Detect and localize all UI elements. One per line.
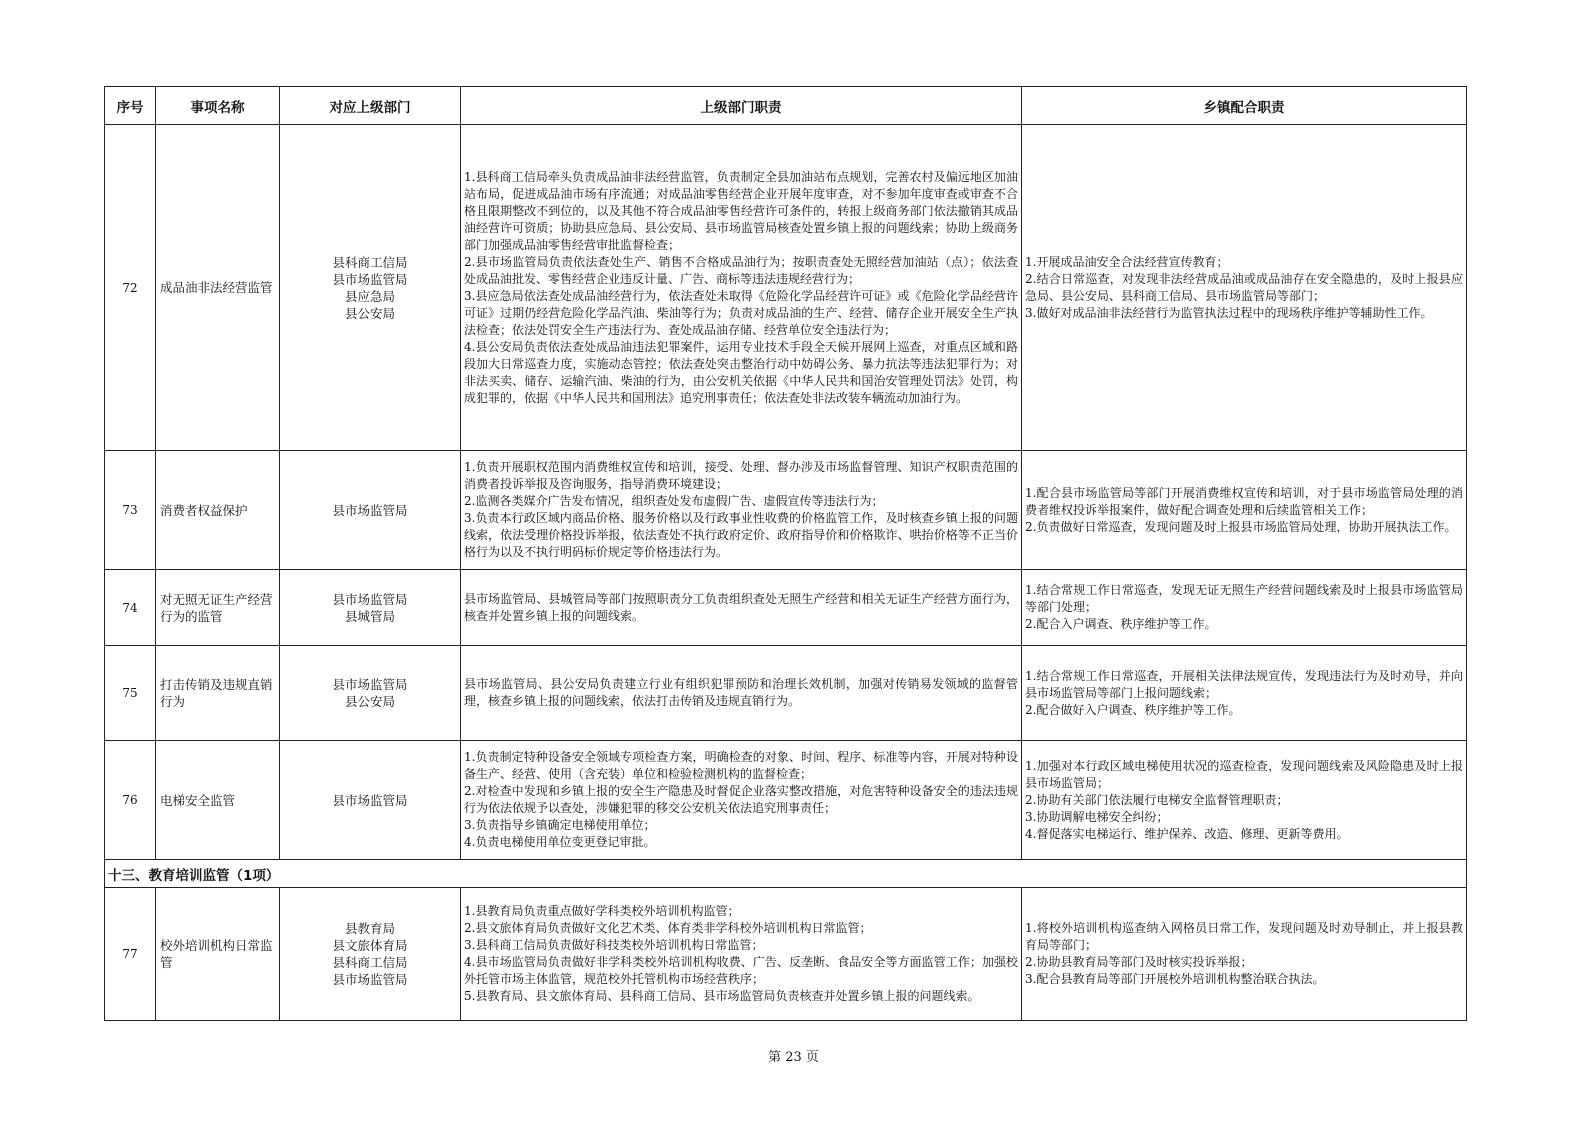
upper-duty-line: 3.负责本行政区域内商品价格、服务价格以及行政事业性收费的价格监管工作，及时核查乡镇上报的问题线索，依法受理价格投诉举报，依法查处不执行政府定价、政府指导价和价格欺诈、哄抬价格等不正当价格行为以及不执行明码标价规定等价格违法行为。 (464, 511, 1018, 559)
upper-duty-line: 5.县教育局、县文旅体育局、县科商工信局、县市场监管局负责核查并处置乡镇上报的问题线索。 (464, 989, 980, 1003)
upper-duty-line: 2.县市场监管局负责依法查处生产、销售不合格成品油行为；按职责查处无照经营加油站（点）；依法查处成品油批发、零售经营企业违反计量、广告、商标等违法违规经营行为； (464, 254, 1018, 286)
town-duty-line: 1.配合县市场监管局等部门开展消费维权宣传和培训，对于县市场监管局处理的消费者维权投诉举报案件，做好配合调查处理和后续监管相关工作； (1025, 485, 1463, 517)
upper-duty-line: 2.监测各类媒介广告发布情况，组织查处发布虚假广告、虚假宣传等违法行为； (464, 494, 884, 508)
upper-duty-line: 县市场监管局、县公安局负责建立行业有组织犯罪预防和治理长效机制，加强对传销易发领域的监督管理，核查乡镇上报的问题线索，依法打击传销及违规直销行为。 (464, 677, 1018, 708)
item-name: 成品油非法经营监管 (156, 125, 280, 451)
town-duty-line: 2.负责做好日常巡查，发现问题及时上报县市场监管局处理，协助开展执法工作。 (1025, 519, 1457, 534)
upper-dept (280, 125, 461, 451)
upper-duty-line: 2.县文旅体育局负责做好文化艺术类、体育类非学科校外培训机构日常监管； (464, 921, 872, 935)
upper-dept-line: 县文旅体育局 (332, 938, 408, 953)
upper-dept (280, 570, 461, 646)
upper-duty-line: 3.负责指导乡镇确定电梯使用单位； (464, 818, 656, 832)
table-row (105, 741, 1467, 860)
table-row (105, 451, 1467, 570)
upper-dept-line: 县市场监管局 (332, 972, 408, 987)
upper-dept-line: 县公安局 (344, 305, 395, 321)
upper-duty-line: 县市场监管局、县城管局等部门按照职责分工负责组织查处无照生产经营和相关无证生产经营方面行为，核查并处置乡镇上报的问题线索。 (464, 591, 1018, 623)
upper-dept (280, 646, 461, 741)
town-duty-line: 4.督促落实电梯运行、维护保养、改造、修理、更新等费用。 (1025, 826, 1349, 841)
upper-dept (280, 451, 461, 570)
header-town-duty: 乡镇配合职责 (1022, 87, 1467, 125)
table-header-row (105, 87, 1467, 125)
upper-duty-line: 4.负责电梯使用单位变更登记审批。 (464, 835, 656, 849)
upper-duty-line: 3.县应急局依法查处成品油经营行为，依法查处未取得《危险化学品经营许可证》或《危险化学品经营许可证》过期仍经营危险化学品汽油、柴油等行为；负责对成品油的生产、经营、储存企业开展安全生产执法检查；依法处罚安全生产违法行为、查处成品油存储、经营单位安全违法行为； (464, 288, 1018, 337)
upper-dept-line: 县教育局 (344, 921, 395, 936)
upper-duty (461, 451, 1022, 570)
town-duty (1022, 451, 1467, 570)
upper-duty-line: 1.县科商工信局牵头负责成品油非法经营监管，负责制定全县加油站布点规划，完善农村及偏远地区加油站布局，促进成品油市场有序流通；对成品油零售经营企业开展年度审查，对不参加年度审查或审查不合格且限期整改不到位的，以及其他不符合成品油零售经营许可条件的，转报上级商务部门依法撤销其成品油经营许可资质；协助县应急局、县公安局、县市场监管局核查处置乡镇上报的问题线索；协助上级商务部门加强成品油零售经营审批监督检查； (464, 169, 1018, 252)
upper-duty-line: 1.负责制定特种设备安全领域专项检查方案，明确检查的对象、时间、程序、标准等内容，开展对特种设备生产、经营、使用（含充装）单位和检验检测机构的监督检查； (464, 750, 1018, 781)
section-title: 十三、教育培训监管（1项） (105, 860, 1467, 888)
upper-dept (280, 888, 461, 1021)
upper-duty (461, 125, 1022, 451)
town-duty (1022, 125, 1467, 451)
upper-dept-line: 县市场监管局 (332, 502, 408, 518)
upper-dept-line: 县市场监管局 (332, 792, 408, 808)
row-number: 77 (105, 888, 156, 1021)
item-name: 对无照无证生产经营行为的监管 (156, 570, 280, 646)
row-number: 74 (105, 570, 156, 646)
item-name: 消费者权益保护 (156, 451, 280, 570)
table-row (105, 888, 1467, 1021)
row-number: 73 (105, 451, 156, 570)
row-number: 75 (105, 646, 156, 741)
upper-duty-line: 1.负责开展职权范围内消费维权宣传和培训，接受、处理、督办涉及市场监督管理、知识产权职责范围的消费者投诉举报及咨询服务，指导消费环境建设； (464, 460, 1018, 491)
town-duty-line: 2.结合日常巡查，对发现非法经营成品油或成品油存在安全隐患的，及时上报县应急局、县公安局、县科商工信局、县市场监管局等部门； (1025, 271, 1463, 303)
upper-dept-line: 县城管局 (344, 608, 395, 624)
header-no: 序号 (105, 87, 156, 125)
row-number: 72 (105, 125, 156, 451)
town-duty-line: 2.配合做好入户调查、秩序维护等工作。 (1025, 702, 1241, 717)
town-duty-line: 3.协助调解电梯安全纠纷； (1025, 809, 1169, 824)
town-duty-line: 2.协助县教育局等部门及时核实投诉举报； (1025, 955, 1253, 969)
town-duty (1022, 646, 1467, 741)
section-row (105, 860, 1467, 888)
table-body (105, 125, 1467, 1021)
responsibility-table (104, 86, 1467, 1021)
header-upper-duty: 上级部门职责 (461, 87, 1022, 125)
town-duty (1022, 888, 1467, 1021)
upper-duty (461, 741, 1022, 860)
table-row (105, 125, 1467, 451)
upper-dept-line: 县市场监管局 (332, 591, 408, 607)
town-duty-line: 1.结合常规工作日常巡查，发现无证无照生产经营问题线索及时上报县市场监管局等部门处理； (1025, 583, 1463, 614)
upper-dept (280, 741, 461, 860)
header-upper-dept: 对应上级部门 (280, 87, 461, 125)
upper-dept-line: 县科商工信局 (332, 955, 408, 970)
item-name: 校外培训机构日常监管 (156, 888, 280, 1021)
town-duty (1022, 741, 1467, 860)
town-duty (1022, 570, 1467, 646)
town-duty-line: 3.做好对成品油非法经营行为监管执法过程中的现场秩序维护等辅助性工作。 (1025, 305, 1433, 320)
upper-dept-line: 县科商工信局 (332, 254, 408, 270)
town-duty-line: 3.配合县教育局等部门开展校外培训机构整治联合执法。 (1025, 972, 1325, 986)
row-number: 76 (105, 741, 156, 860)
header-item-name: 事项名称 (156, 87, 280, 125)
town-duty-line: 1.将校外培训机构巡查纳入网格员日常工作，发现问题及时劝导制止，并上报县教育局等部门； (1025, 921, 1463, 952)
upper-dept-line: 县应急局 (344, 288, 395, 304)
upper-duty (461, 570, 1022, 646)
town-duty-line: 1.结合常规工作日常巡查，开展相关法律法规宣传，发现违法行为及时劝导，并向县市场监管局等部门上报问题线索； (1025, 668, 1463, 700)
town-duty-line: 2.协助有关部门依法履行电梯安全监督管理职责； (1025, 792, 1289, 807)
town-duty-line: 1.开展成品油安全合法经营宣传教育； (1025, 254, 1229, 269)
upper-duty-line: 3.县科商工信局负责做好科技类校外培训机构日常监管； (464, 938, 764, 952)
upper-duty-line: 1.县教育局负责重点做好学科类校外培训机构监管； (464, 904, 740, 918)
upper-dept-line: 县市场监管局 (332, 271, 408, 287)
page-number: 第 23 页 (768, 1050, 819, 1065)
town-duty-line: 2.配合入户调查、秩序维护等工作。 (1025, 617, 1217, 631)
table-row (105, 570, 1467, 646)
upper-duty (461, 646, 1022, 741)
item-name: 打击传销及违规直销行为 (156, 646, 280, 741)
town-duty-line: 1.加强对本行政区域电梯使用状况的巡查检查，发现问题线索及风险隐患及时上报县市场监管局； (1025, 758, 1463, 790)
item-name: 电梯安全监管 (156, 741, 280, 860)
upper-dept-line: 县市场监管局 (332, 677, 408, 692)
upper-duty-line: 4.县公安局负责依法查处成品油违法犯罪案件，运用专业技术手段全天候开展网上巡查，对重点区域和路段加大日常巡查力度，实施动态管控；依法查处突击整治行动中妨碍公务、暴力抗法等违法犯罪行为；对非法买卖、储存、运输汽油、柴油的行为，由公安机关依据《中华人民共和国治安管理处罚法》处罚，构成犯罪的，依据《中华人民共和国刑法》追究刑事责任；依法查处非法改装车辆流动加油行为。 (464, 339, 1018, 405)
upper-duty-line: 4.县市场监管局负责做好非学科类校外培训机构收费、广告、反垄断、食品安全等方面监管工作；加强校外托管市场主体监管，规范校外托管机构市场经营秩序； (464, 955, 1018, 986)
upper-duty (461, 888, 1022, 1021)
table-row (105, 646, 1467, 741)
upper-dept-line: 县公安局 (344, 694, 395, 709)
upper-duty-line: 2.对检查中发现和乡镇上报的安全生产隐患及时督促企业落实整改措施，对危害特种设备安全的违法违规行为依法依规予以查处，涉嫌犯罪的移交公安机关依法追究刑事责任； (464, 784, 1018, 815)
